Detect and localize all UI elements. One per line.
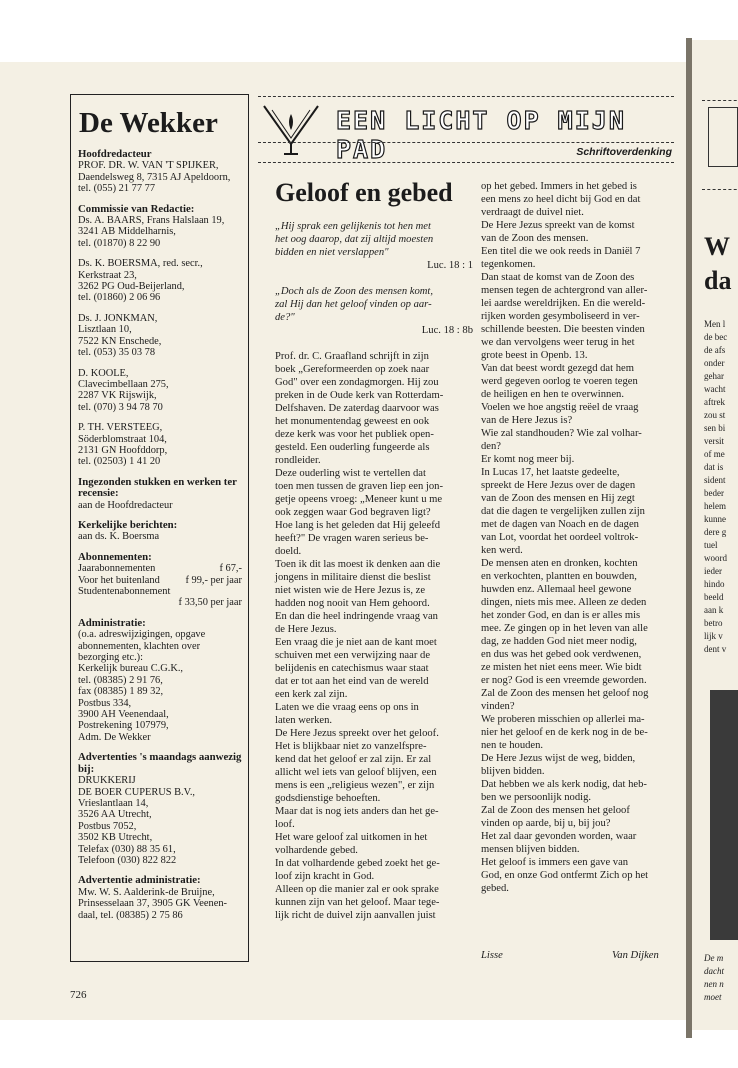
- text-line: Een vraag die je niet aan de kant moet: [275, 637, 437, 648]
- text-line: deze kerk was voor het publiek open-: [275, 429, 434, 440]
- bible-reference: Luc. 18 : 1: [427, 260, 473, 271]
- text-line: vinden op aarde, bij u, bij jou?: [481, 818, 611, 829]
- section-heading: Ingezonden stukken en werken ter recensie:: [78, 475, 237, 500]
- section-line: tel. (070) 3 94 78 70: [78, 401, 163, 413]
- section-line: Mw. W. S. Aalderink-de Bruijne,: [78, 886, 215, 898]
- text-line: Maar dat is nog iets anders dan het ge-: [275, 806, 439, 817]
- banner-title: EEN LICHT OP MIJN PAD: [336, 106, 626, 164]
- text-line: allicht wel iets van geloof blijven, een: [275, 767, 437, 778]
- section-line: Vrieslantlaan 14,: [78, 797, 149, 809]
- text-line: De Here Jezus spreekt van de komst: [481, 220, 635, 231]
- text-line: laten werken.: [275, 715, 333, 726]
- quote-line: bidden en niet verslappen": [275, 247, 389, 258]
- section-line: Kerkstraat 23,: [78, 269, 137, 281]
- next-title-line: W: [704, 232, 730, 261]
- section-line: 2287 VK Rijswijk,: [78, 390, 157, 402]
- text-line: rondleider.: [275, 455, 321, 466]
- text-line: en verkochten, plantten en bouwden,: [481, 571, 637, 582]
- text-line: kend dat het geloof er zal zijn. Er zal: [275, 754, 432, 765]
- text-line: Dat hebben we als kerk nodig, dat heb-: [481, 779, 647, 790]
- text-line: niet wisten wie de Here Jezus is, ze: [275, 585, 426, 596]
- next-caption-line: dacht: [704, 966, 724, 976]
- text-line: De mensen aten en dronken, kochten: [481, 558, 638, 569]
- text-line: spreekt de Here Jezus over de dagen: [481, 480, 636, 491]
- text-line: blijven bidden.: [481, 766, 545, 777]
- text-line: Het ware geloof zal uitkomen in het: [275, 832, 428, 843]
- text-line: gebed.: [481, 883, 509, 894]
- next-caption-line: De m: [704, 953, 724, 963]
- section-line: Prinsesselaan 37, 3905 GK Veenen-: [78, 898, 227, 910]
- section-line: 3241 AB Middelharnis,: [78, 226, 176, 238]
- text-line: jongens in militaire dienst die beslist: [275, 572, 431, 583]
- text-line: van de Here Jezus is?: [481, 415, 573, 426]
- text-line: preken in de Oude kerk van Rotterdam-: [275, 390, 444, 401]
- text-line: toen men tussen de graven liep een jon-: [275, 481, 443, 492]
- section-line: Postrekening 107979,: [78, 720, 169, 732]
- next-title: [704, 230, 731, 298]
- article-title: Geloof en gebed: [275, 178, 453, 207]
- text-line: de heiligen en hen te overwinnen.: [481, 389, 624, 400]
- masthead-sections: [78, 149, 242, 543]
- masthead-section: [78, 149, 242, 195]
- article-body: [481, 180, 677, 895]
- section-line: Kerkelijk bureau C.G.K.,: [78, 663, 184, 675]
- masthead-section: [78, 520, 242, 543]
- next-text-line: aftrek: [704, 397, 725, 407]
- section-line: Daendelsweg 8, 7315 AJ Apeldoorn,: [78, 171, 231, 183]
- next-body: [704, 318, 727, 656]
- text-line: huwden enz. Allemaal heel gewone: [481, 584, 632, 595]
- text-line: volhardende gebed.: [275, 845, 358, 856]
- next-banner-icon: [708, 107, 738, 167]
- section-line: Söderblomstraat 104,: [78, 433, 167, 445]
- text-line: een kerk zal zijn.: [275, 689, 348, 700]
- text-line: nen te houden.: [481, 740, 544, 751]
- section-line: PROF. DR. W. VAN 'T SPIJKER,: [78, 160, 219, 172]
- next-caption: [704, 952, 724, 1004]
- section-line: DE BOER CUPERUS B.V.,: [78, 786, 196, 798]
- next-text-line: sident: [704, 475, 726, 485]
- text-line: werd gegeven oorlog te voeren tegen: [481, 376, 638, 387]
- section-heading: Advertenties 's maandags aanwezig bij:: [78, 751, 242, 775]
- text-line: Een titel die we ook reeds in Daniël 7: [481, 246, 641, 257]
- masthead-section: [78, 204, 242, 250]
- text-line: dingen, niets mis mee. Alleen ze deden: [481, 597, 647, 608]
- page-number: 726: [70, 989, 87, 1001]
- text-line: van de Zoon des mensen.: [481, 233, 589, 244]
- text-line: Zal de Zoon des mensen het geloof: [481, 805, 630, 816]
- section-heading: Hoofdredacteur: [78, 148, 152, 160]
- text-line: We proberen misschien op allerlei ma-: [481, 714, 645, 725]
- section-line: aan ds. K. Boersma: [78, 531, 160, 543]
- next-text-line: gehar: [704, 371, 724, 381]
- text-line: we dan vervolgens weer terug in het: [481, 337, 635, 348]
- text-line: dat die dagen te vergelijken zullen zijn: [481, 506, 645, 517]
- section-line: 3502 KB Utrecht,: [78, 832, 153, 844]
- text-line: Hoe lang is het geleden dat Hij geleefd: [275, 520, 441, 531]
- text-line: Het is blijkbaar niet zo vanzelfspre-: [275, 741, 427, 752]
- quote-line: zal Hij dan het geloof vinden op aar-: [275, 299, 432, 310]
- section-line: Adm. De Wekker: [78, 731, 151, 743]
- text-line: Dan staat de komst van de Zoon des: [481, 272, 635, 283]
- text-line: Het geloof is immers een gave van: [481, 857, 629, 868]
- section-line: 3526 AA Utrecht,: [78, 809, 152, 821]
- section-line: (o.a. adreswijzigingen, opgave: [78, 629, 206, 641]
- masthead-section: [78, 477, 242, 511]
- section-line: D. KOOLE,: [78, 367, 129, 379]
- subscription-row: Voor het buitenland f 99,- per jaar: [78, 574, 242, 586]
- section-line: 3900 AH Veenendaal,: [78, 709, 169, 721]
- section-line: Telefax (030) 88 35 61,: [78, 843, 176, 855]
- masthead-sections-2: [78, 618, 242, 921]
- text-line: Toen ik dit las moest ik denken aan die: [275, 559, 441, 570]
- section-heading: Kerkelijke berichten:: [78, 518, 178, 531]
- text-line: verdraagt de duivel niet.: [481, 207, 584, 218]
- text-line: op het gebed. Immers in het gebed is: [481, 181, 637, 192]
- text-line: De Here Jezus wijst de weg, bidden,: [481, 753, 636, 764]
- next-text-line: tuel: [704, 540, 718, 550]
- section-line: tel. (01860) 2 06 96: [78, 292, 161, 304]
- next-text-line: woord: [704, 553, 727, 563]
- text-line: godsdienstige behoeften.: [275, 793, 381, 804]
- section-heading: Advertentie administratie:: [78, 874, 201, 887]
- bible-reference: Luc. 18 : 8b: [421, 325, 473, 336]
- next-page-fragment: [692, 40, 738, 1030]
- next-text-line: dent v: [704, 644, 727, 654]
- next-caption-line: moet: [704, 992, 722, 1002]
- author-name: Van Dijken: [612, 950, 659, 961]
- next-caption-line: nen n: [704, 979, 724, 989]
- text-line: Alleen op die manier zal er ook sprake: [275, 884, 439, 895]
- section-line: 3262 PG Oud-Beijerland,: [78, 281, 185, 293]
- text-line: In Lucas 17, het laatste gedeelte,: [481, 467, 620, 478]
- section-line: aan de Hoofdredacteur: [78, 499, 173, 511]
- section-line: Postbus 7052,: [78, 820, 137, 832]
- next-text-line: zou st: [704, 410, 726, 420]
- next-text-line: hindo: [704, 579, 725, 589]
- section-line: tel. (053) 35 03 78: [78, 347, 156, 359]
- next-text-line: beder: [704, 488, 724, 498]
- lamp-icon: [260, 100, 322, 156]
- section-line: fax (08385) 1 89 32,: [78, 686, 164, 698]
- masthead-section: [78, 422, 242, 468]
- masthead-section: [78, 618, 242, 743]
- next-text-line: ieder: [704, 566, 722, 576]
- text-line: en dus was het gebed ook verdwenen,: [481, 649, 642, 660]
- magazine-title: De Wekker: [79, 107, 218, 139]
- banner-top-rule: [258, 96, 674, 97]
- text-line: mensen tegen de achtergrond van aller-: [481, 285, 648, 296]
- text-line: mens is een „religieus wezen", er zijn: [275, 780, 435, 791]
- text-line: Van dat beest wordt gezegd dat hem: [481, 363, 634, 374]
- section-line: tel. (02503) 1 41 20: [78, 456, 161, 468]
- section-line: Lisztlaan 10,: [78, 324, 132, 336]
- text-line: doeld.: [275, 546, 302, 557]
- section-line: Ds. J. JONKMAN,: [78, 312, 158, 324]
- masthead-section: [78, 752, 242, 866]
- section-line: Postbus 334,: [78, 697, 132, 709]
- text-line: En dan die heel indringende vraag van: [275, 611, 438, 622]
- text-line: er nog? God is een vreemde geworden.: [481, 675, 647, 686]
- masthead-section: [78, 368, 242, 414]
- text-line: vinden?: [481, 701, 515, 712]
- quote-line: het oog daarop, dat zij altijd moesten: [275, 234, 434, 245]
- text-line: God, en onze God ontfermt Zich op het: [481, 870, 649, 881]
- text-line: Voelen we hoe angstig reëel de vraag: [481, 402, 639, 413]
- text-line: loof.: [275, 819, 295, 830]
- text-line: heeft?" De vragen waren serieus be-: [275, 533, 429, 544]
- next-text-line: betro: [704, 618, 723, 628]
- text-line: het monumentendag geweest en ook: [275, 416, 430, 427]
- section-line: P. TH. VERSTEEG,: [78, 422, 163, 434]
- next-text-line: de afs: [704, 345, 726, 355]
- text-line: schillende beesten. Die beesten vinden: [481, 324, 645, 335]
- next-text-line: of me: [704, 449, 725, 459]
- text-line: gesteld. Een ouderling fungeerde als: [275, 442, 430, 453]
- section-line: tel. (01870) 8 22 90: [78, 237, 161, 249]
- text-line: Deze ouderling wist te vertellen dat: [275, 468, 426, 479]
- next-text-line: lijk v: [704, 631, 723, 641]
- bible-quote: [275, 285, 473, 324]
- text-line: boek „Gereformeerden op zoek naar: [275, 364, 430, 375]
- section-line: tel. (055) 21 77 77: [78, 183, 156, 195]
- next-title-line: da: [704, 266, 732, 295]
- section-line: tel. (08385) 2 91 76,: [78, 674, 163, 686]
- masthead-section: [78, 313, 242, 359]
- next-text-line: wacht: [704, 384, 726, 394]
- text-line: van de Zoon des mensen en Hij zegt: [481, 493, 635, 504]
- section-line: daal, tel. (08385) 2 75 86: [78, 909, 183, 921]
- text-line: het zonder God, en dan is er alles mis: [481, 610, 641, 621]
- masthead-section: [78, 875, 242, 921]
- text-line: tegenkomen.: [481, 259, 536, 270]
- subscription-row: Jaarabonnementen f 67,-: [78, 563, 242, 575]
- text-line: God" over een zondagmorgen. Hij zou: [275, 377, 439, 388]
- rubric-label: Schriftoverdenking: [576, 146, 672, 158]
- text-line: Er komt nog meer bij.: [481, 454, 575, 465]
- text-line: schuiven met een verwijzing naar de: [275, 650, 431, 661]
- article-column-1: [275, 220, 473, 922]
- text-line: ben we persoonlijk nodig.: [481, 792, 592, 803]
- section-heading: Administratie:: [78, 616, 146, 629]
- next-text-line: Men l: [704, 319, 726, 329]
- text-line: dag, ze hadden God niet meer nodig,: [481, 636, 637, 647]
- text-line: van Lot, voordat het oordeel voltrok-: [481, 532, 639, 543]
- text-line: In dat volhardende gebed zoekt het ge-: [275, 858, 440, 869]
- text-line: De Here Jezus spreekt over het geloof.: [275, 728, 439, 739]
- article-column-2: [481, 180, 677, 895]
- section-line: 2131 GN Hoofddorp,: [78, 444, 168, 456]
- text-line: kunnen zijn van het geloof. Maar tege-: [275, 897, 440, 908]
- text-line: een mens zo heel dicht bij God en dat: [481, 194, 641, 205]
- author-place: Lisse: [481, 950, 503, 961]
- text-line: Prof. dr. C. Graafland schrijft in zijn: [275, 351, 429, 362]
- next-text-line: onder: [704, 358, 725, 368]
- text-line: belijdenis en catechismus waar staat: [275, 663, 429, 674]
- next-text-line: de bec: [704, 332, 728, 342]
- section-line: DRUKKERIJ: [78, 775, 136, 787]
- next-text-line: sen bi: [704, 423, 726, 433]
- text-line: lei aardse wereldrijken. En die wereld-: [481, 298, 646, 309]
- text-line: nier het geloof en de kerk nog in de be-: [481, 727, 648, 738]
- text-line: getje opeens vroeg: „Meneer kunt u me: [275, 494, 443, 505]
- subscriptions-heading: Abonnementen:: [78, 550, 152, 563]
- text-line: hadden nog nooit van Hem gehoord.: [275, 598, 430, 609]
- next-text-line: dere g: [704, 527, 727, 537]
- text-line: Zal de Zoon des mensen het geloof nog: [481, 688, 649, 699]
- subscription-row: Studentenabonnement: [78, 586, 171, 597]
- text-line: ken werd.: [481, 545, 523, 556]
- rubric-banner: [258, 94, 674, 166]
- section-line: Ds. A. BAARS, Frans Halslaan 19,: [78, 215, 225, 227]
- next-text-line: beeld: [704, 592, 724, 602]
- text-line: dat er tot aan het eind van de wereld: [275, 676, 429, 687]
- text-line: den?: [481, 441, 501, 452]
- next-text-line: helem: [704, 501, 726, 511]
- bible-quote: [275, 220, 473, 259]
- text-line: Het zal daar gevonden worden, waar: [481, 831, 637, 842]
- quote-line: „Hij sprak een gelijkenis tot hen met: [275, 221, 431, 232]
- section-line: abonnementen, klachten over: [78, 640, 201, 652]
- text-line: met de dagen van Noach en de dagen: [481, 519, 639, 530]
- section-line: 7522 KN Enschede,: [78, 335, 162, 347]
- text-line: mensen blijven bidden.: [481, 844, 580, 855]
- subscriptions: [78, 552, 242, 609]
- next-text-line: aan k: [704, 605, 724, 615]
- text-line: ook zeggen waar God begraven ligt?: [275, 507, 431, 518]
- text-line: de Here Jezus.: [275, 624, 337, 635]
- text-line: rijken worden gesymboliseerd in ver-: [481, 311, 640, 322]
- text-line: mee. Ze gingen op in het leven van alle: [481, 623, 648, 634]
- section-line: Clavecimbellaan 275,: [78, 378, 169, 390]
- masthead-section: [78, 258, 242, 304]
- text-line: Laten we die vraag eens op ons in: [275, 702, 419, 713]
- next-text-line: versit: [704, 436, 724, 446]
- next-photo: [710, 690, 738, 940]
- section-heading: Commissie van Redactie:: [78, 202, 195, 215]
- quote-line: „Doch als de Zoon des mensen komt,: [275, 286, 434, 297]
- section-line: Ds. K. BOERSMA, red. secr.,: [78, 258, 203, 270]
- next-text-line: dat is: [704, 462, 724, 472]
- article-body: [275, 350, 473, 922]
- next-banner: [702, 100, 738, 190]
- student-price: f 33,50 per jaar: [178, 597, 242, 609]
- text-line: Delfshaven. De zaterdag daarvoor was: [275, 403, 439, 414]
- quote-line: de?": [275, 312, 295, 323]
- next-text-line: kunne: [704, 514, 726, 524]
- section-line: bezorging etc.):: [78, 652, 144, 664]
- text-line: Wie zal standhouden? Wie zal volhar-: [481, 428, 642, 439]
- text-line: loof zijn kracht in God.: [275, 871, 375, 882]
- section-line: Telefoon (030) 822 822: [78, 854, 177, 866]
- text-line: lijk richt de duivel zijn aanvallen juist: [275, 910, 436, 921]
- banner-mid-rule: [258, 142, 674, 143]
- banner-bottom-rule: [258, 162, 674, 163]
- text-line: grote beest in Openb. 13.: [481, 350, 588, 361]
- text-line: ze misten het niet eens meer. Wie bidt: [481, 662, 642, 673]
- masthead-box: [70, 94, 249, 962]
